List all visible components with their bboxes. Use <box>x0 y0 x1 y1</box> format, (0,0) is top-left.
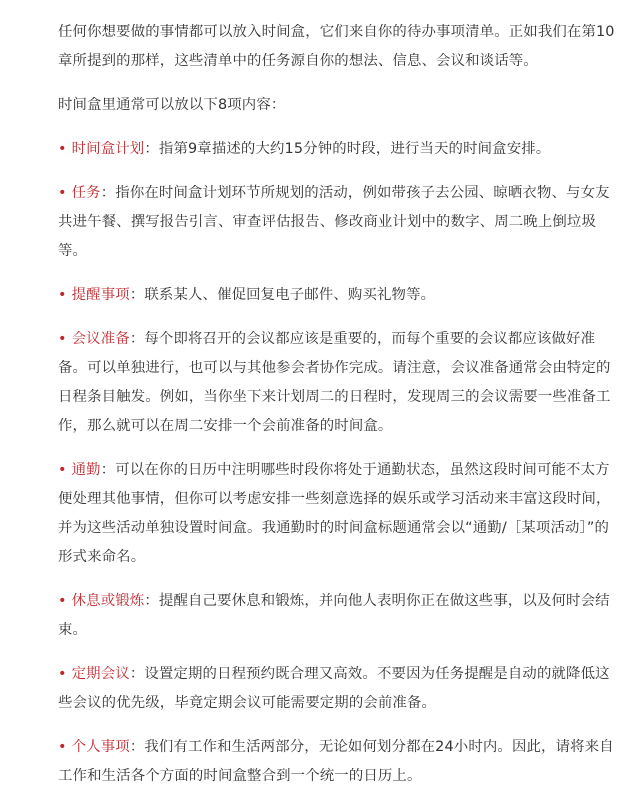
bullet-icon: • <box>58 739 67 755</box>
list-item-commute <box>58 456 616 572</box>
list-item-recurring-meetings <box>58 660 616 718</box>
item-text: 联系某人、催促回复电子邮件、购买礼物等。 <box>144 287 436 303</box>
item-label: 定期会议 <box>71 666 130 682</box>
intro-paragraph: 任何你想要做的事情都可以放入时间盒，它们来自你的待办事项清单。正如我们在第10章所提到的那样，这些清单中的任务源自你的想法、信息、会议和谈话等。 <box>58 24 615 69</box>
bullet-icon: • <box>58 666 67 682</box>
item-separator: ： <box>144 593 159 609</box>
item-label: 提醒事项 <box>71 287 130 303</box>
item-text: 设置定期的日程预约既合理又高效。不要因为任务提醒是自动的就降低这些会议的优先级，毕竟定期会议可能需要定期的会前准备。 <box>58 666 610 711</box>
item-text: 每个即将召开的会议都应该是重要的，而每个重要的会议都应该做好准备。可以单独进行，也可以与其他参会者协作完成。请注意，会议准备通常会由特定的日程条目触发。例如，当你坐下来计划周二的日程时，发现周三的会议需要一些准备工作，那么就可以在周二安排一个会前准备的时间盒。 <box>58 331 611 434</box>
item-label: 任务 <box>71 185 101 201</box>
item-text: 可以在你的日历中注明哪些时段你将处于通勤状态，虽然这段时间可能不太方便处理其他事情，但你可以考虑安排一些刻意选择的娱乐或学习活动来丰富这段时间，并为这些活动单独设置时间盒。我通勤时的时间盒标题通常会以“通勤/［某项活动］”的形式来命名。 <box>58 462 611 565</box>
item-separator: ： <box>100 462 116 478</box>
list-item-reminders <box>58 281 616 310</box>
bullet-icon: • <box>58 287 67 303</box>
list-item-timebox-planning <box>58 135 616 164</box>
list-item-rest-exercise <box>58 587 616 645</box>
item-text: 指第9章描述的大约15分钟的时段，进行当天的时间盒安排。 <box>158 141 551 157</box>
item-label: 通勤 <box>71 462 101 478</box>
bullet-icon: • <box>58 331 67 347</box>
item-separator: ： <box>129 331 145 347</box>
bullet-icon: • <box>58 185 67 201</box>
item-separator: ： <box>129 666 145 682</box>
item-label: 会议准备 <box>71 331 130 347</box>
item-separator: ： <box>144 141 159 157</box>
bullet-icon: • <box>58 462 67 478</box>
item-separator: ： <box>129 739 145 755</box>
item-text: 我们有工作和生活两部分，无论如何划分都在24小时内。因此，请将来自工作和生活各个方面的时间盒整合到一个统一的日历上。 <box>58 739 614 784</box>
item-label: 时间盒计划 <box>71 141 145 157</box>
lead-paragraph: 时间盒里通常可以放以下8项内容： <box>58 97 286 113</box>
bullet-icon: • <box>58 593 67 609</box>
item-text: 提醒自己要休息和锻炼，并向他人表明你正在做这些事，以及何时会结束。 <box>58 593 610 638</box>
list-item-tasks <box>58 179 616 266</box>
item-separator: ： <box>129 287 145 303</box>
list-item-personal-matters <box>58 733 616 791</box>
item-text: 指你在时间盒计划环节所规划的活动，例如带孩子去公园、晾晒衣物、与女友共进午餐、撰写报告引言、审查评估报告、修改商业计划中的数字、周二晚上倒垃圾等。 <box>58 185 610 259</box>
item-label: 休息或锻炼 <box>71 593 145 609</box>
bullet-icon: • <box>58 141 67 157</box>
item-separator: ： <box>100 185 116 201</box>
list-item-meeting-prep <box>58 325 616 441</box>
item-label: 个人事项 <box>71 739 130 755</box>
